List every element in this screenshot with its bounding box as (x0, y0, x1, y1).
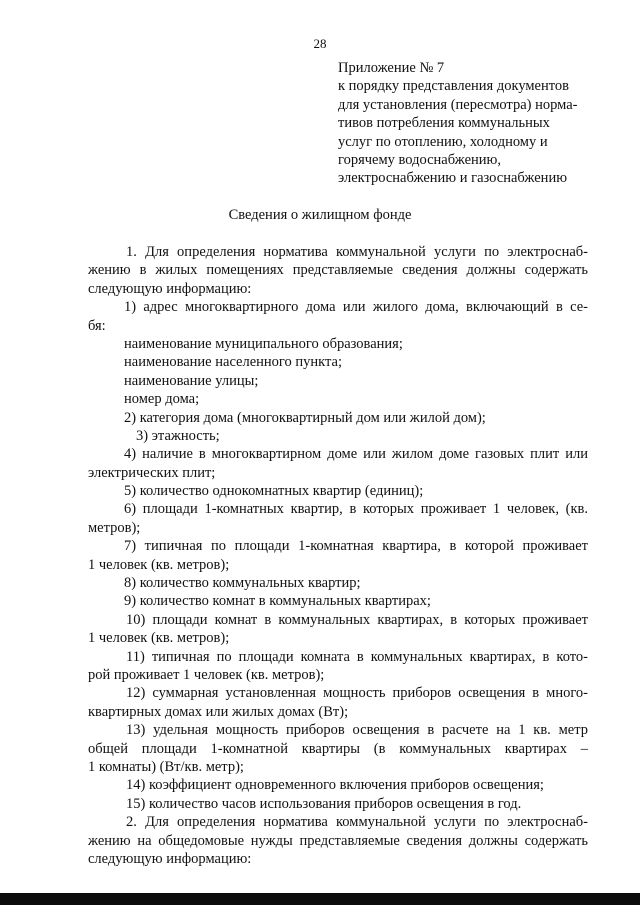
body-line: 2. Для определения норматива коммунальной услуги по электроснаб- (126, 814, 588, 831)
body-line: 6) площади 1-комнатных квартир, в которых проживает 1 человек, (кв. (124, 501, 588, 518)
body-line: 11) типичная по площади комната в коммунальных квартирах, в кото- (126, 648, 588, 665)
appendix-line: услуг по отоплению, холодному и (338, 133, 548, 150)
body-line: 1 человек (кв. метров); (88, 630, 230, 647)
body-line: 2) категория дома (многоквартирный дом или жилой дом); (124, 409, 486, 426)
body-line: электрических плит; (88, 464, 216, 481)
body-line: метров); (88, 519, 141, 536)
page-number: 28 (313, 36, 327, 51)
body-line: 1 комнаты) (Вт/кв. метр); (88, 758, 244, 775)
body-line: 13) удельная мощность приборов освещения в расчете на 1 кв. метр (126, 722, 588, 739)
appendix-line: электроснабжению и газоснабжению (338, 170, 568, 187)
document-title: Сведения о жилищном фонде (228, 207, 412, 223)
body-line: номер дома; (124, 391, 200, 408)
body-line: 10) площади комнат в коммунальных квартирах, в которых проживает (126, 611, 588, 628)
body-line: 14) коэффициент одновременного включения приборов освещения; (126, 777, 544, 794)
body-line: 4) наличие в многоквартирном доме или жилом доме газовых плит или (124, 446, 588, 463)
body-line: наименование населенного пункта; (124, 354, 342, 371)
body-line: 9) количество комнат в коммунальных квартирах; (124, 593, 431, 610)
body-line: наименование улицы; (124, 372, 259, 389)
body-line: общей площади 1-комнатной квартиры (в коммунальных квартирах – (88, 740, 588, 757)
appendix-header (338, 59, 618, 188)
body-line: 1) адрес многоквартирного дома или жилого дома, включающий в се- (124, 299, 588, 316)
body-line: жению на общедомовые нужды представляемые сведения должны содержать (88, 832, 588, 849)
appendix-line: для установления (пересмотра) норма- (338, 96, 578, 113)
appendix-line: Приложение № 7 (338, 60, 445, 76)
body-line: 3) этажность; (136, 427, 220, 444)
body-line: 1 человек (кв. метров); (88, 556, 230, 573)
appendix-line: к порядку представления документов (338, 78, 569, 95)
document-body (88, 243, 588, 868)
body-line: следующую информацию: (88, 850, 252, 867)
scan-bottom-edge (0, 893, 640, 905)
body-line: 12) суммарная установленная мощность приборов освещения в много- (126, 685, 588, 702)
body-line: наименование муниципального образования; (124, 335, 403, 352)
body-line: следующую информацию: (88, 280, 252, 297)
appendix-line: горячему водоснабжению, (338, 152, 501, 169)
body-line: 15) количество часов использования приборов освещения в год. (126, 795, 522, 812)
body-line: 5) количество однокомнатных квартир (единиц); (124, 483, 424, 500)
body-line: квартирных домах или жилых домах (Вт); (88, 703, 349, 720)
body-line: бя: (88, 317, 106, 334)
body-line: 7) типичная по площади 1-комнатная квартира, в которой проживает (124, 538, 588, 555)
body-line: рой проживает 1 человек (кв. метров); (88, 666, 325, 683)
body-line: 8) количество коммунальных квартир; (124, 575, 361, 592)
appendix-line: тивов потребления коммунальных (338, 115, 550, 132)
body-line: 1. Для определения норматива коммунальной услуги по электроснаб- (126, 244, 588, 260)
body-line: жению в жилых помещениях представляемые сведения должны содержать (88, 262, 588, 279)
